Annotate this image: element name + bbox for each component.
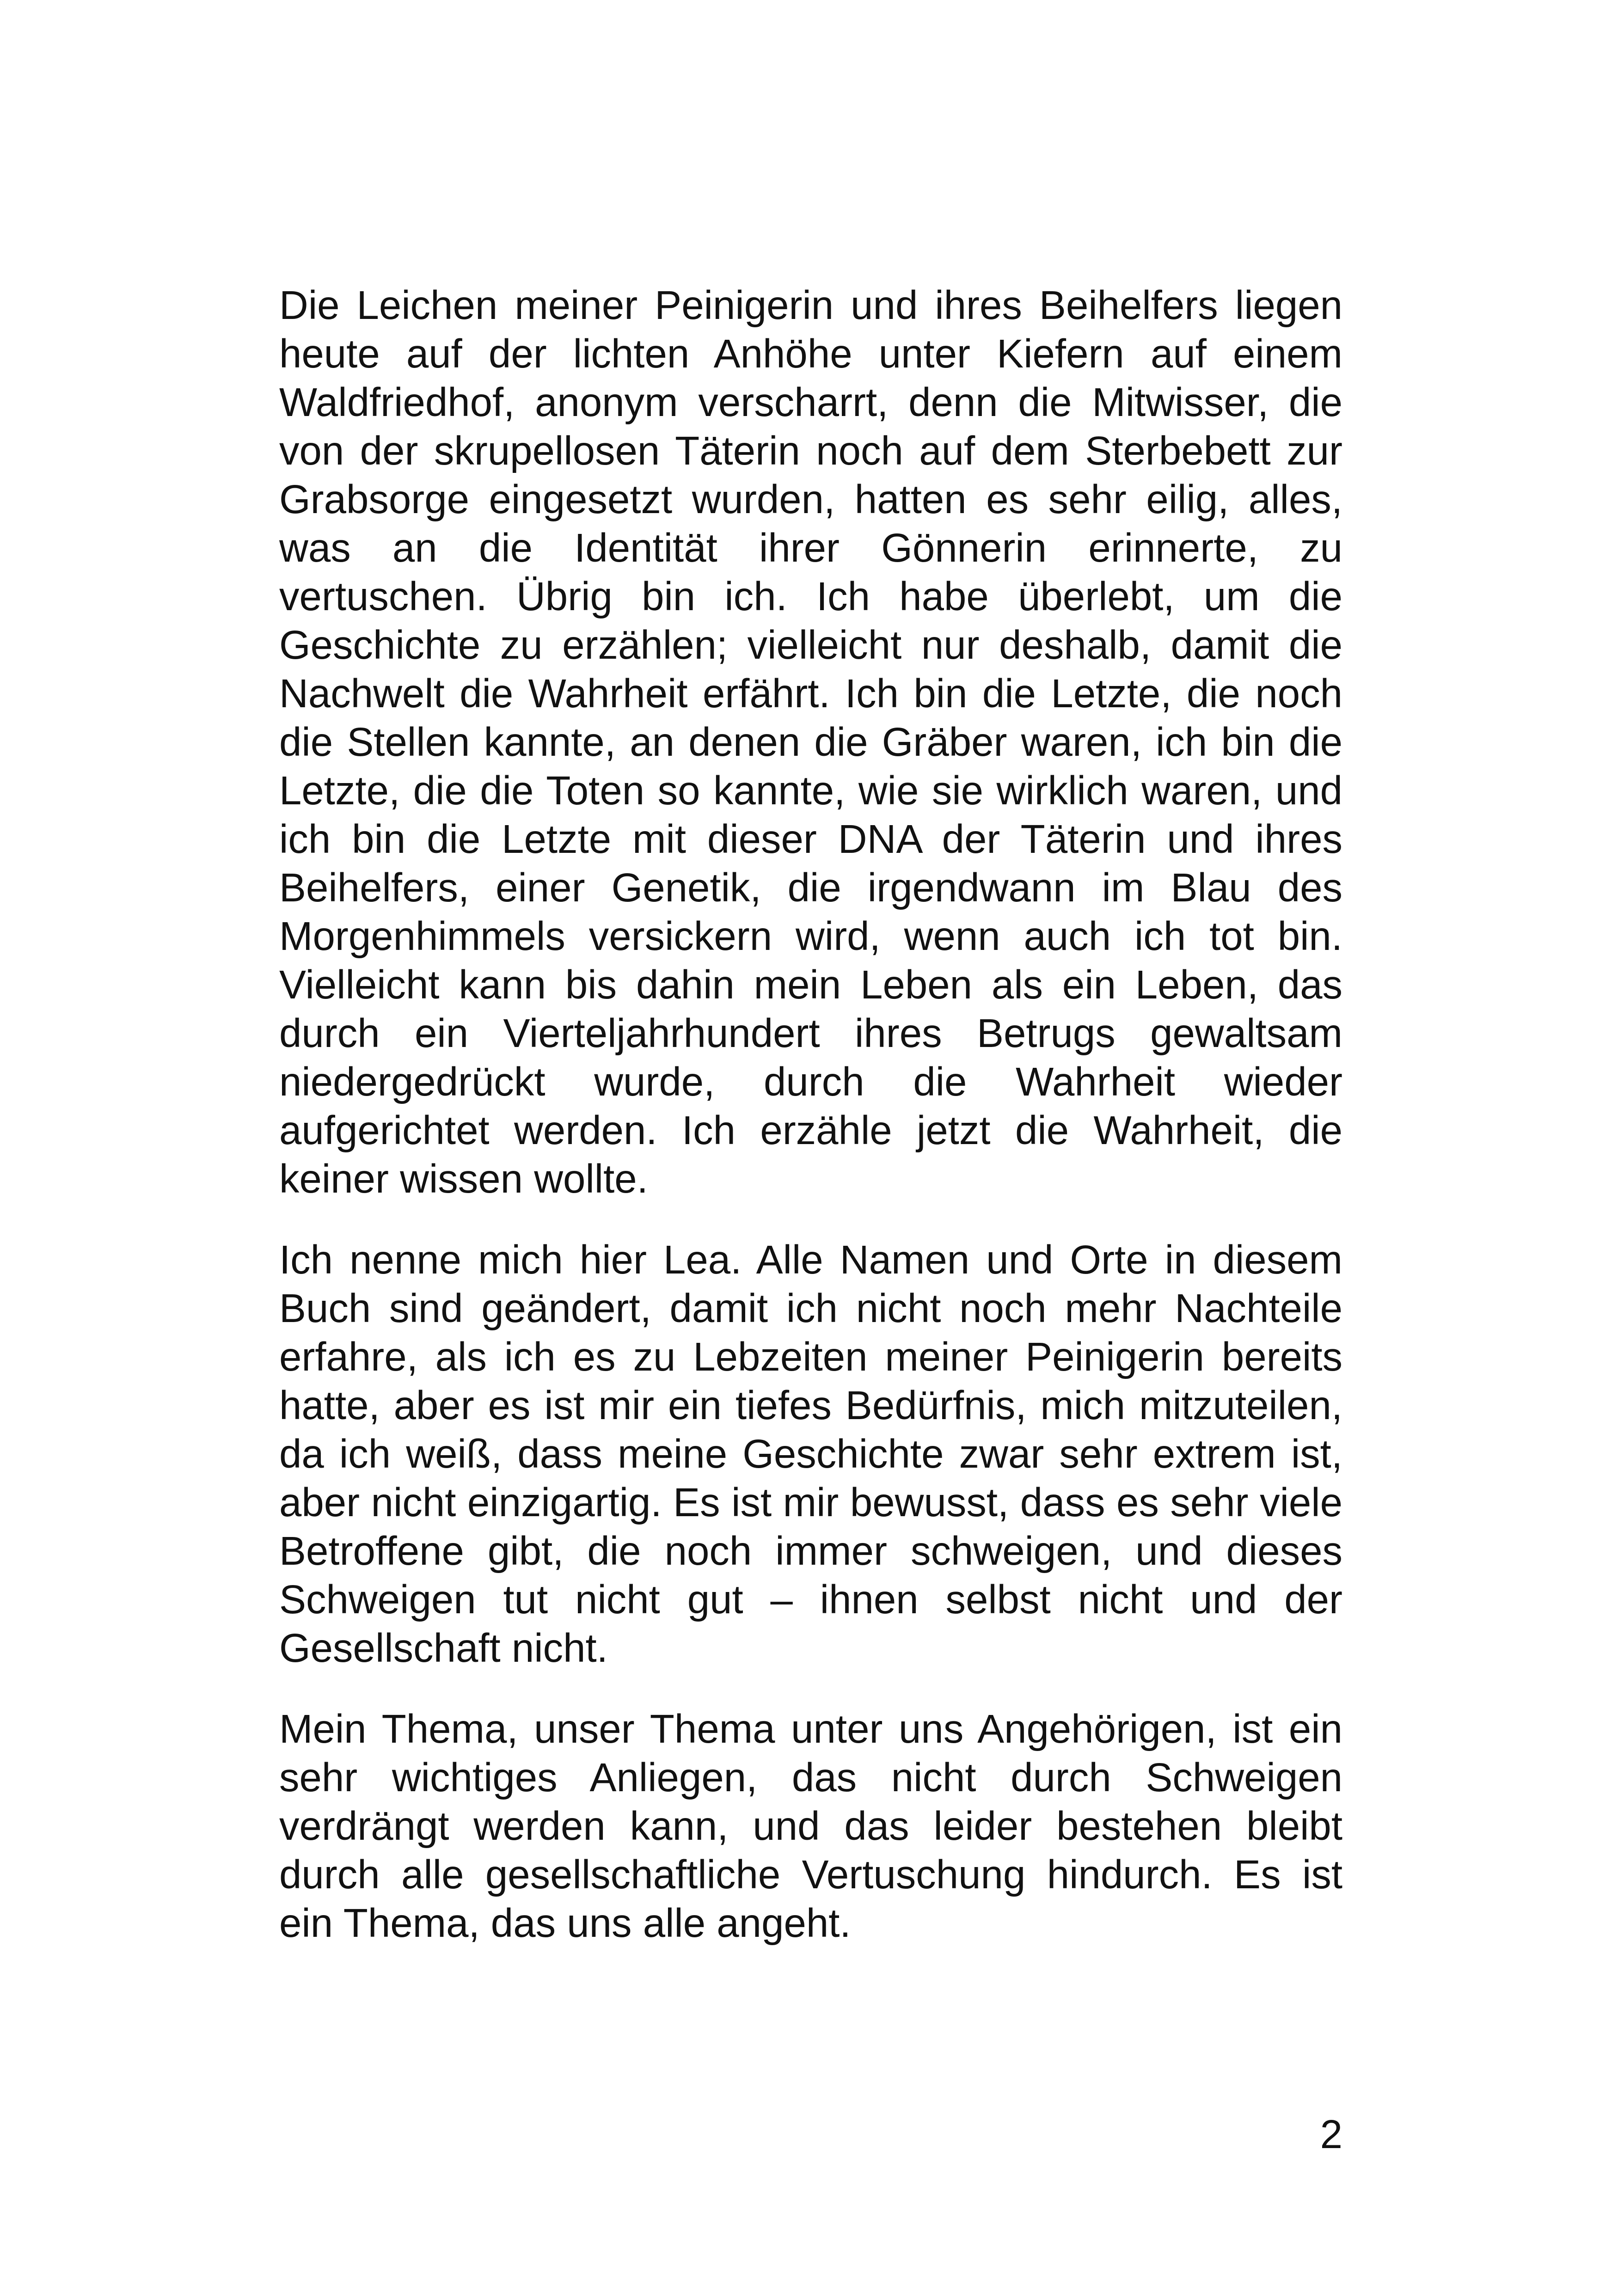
body-text: [279, 281, 1342, 1947]
page-number: 2: [1320, 2112, 1342, 2157]
paragraph-3: Mein Thema, unser Thema unter uns Angehörigen, ist ein sehr wichtiges Anliegen, das nicht durch Schweigen verdrängt werden kann, und das leider bestehen bleibt durch alle gesellschaftliche Vertuschung hindurch. Es ist ein Thema, das uns alle angeht.: [279, 1707, 1342, 1946]
paragraph-2: Ich nenne mich hier Lea. Alle Namen und Orte in diesem Buch sind geändert, damit ich nicht noch mehr Nachteile erfahre, als ich es zu Lebzeiten meiner Peinigerin bereits hatte, aber es ist mir ein tiefes Bedürfnis, mich mitzuteilen, da ich weiß, dass meine Geschichte zwar sehr extrem ist, aber nicht einzigartig. Es ist mir bewusst, dass es sehr viele Betroffene gibt, die noch immer schweigen, und dieses Schweigen tut nicht gut – ihnen selbst nicht und der Gesellschaft nicht.: [279, 1237, 1342, 1671]
paragraph-1: Die Leichen meiner Peinigerin und ihres Beihelfers liegen heute auf der lichten Anhöhe unter Kiefern auf einem Waldfriedhof, anonym verscharrt, denn die Mitwisser, die von der skrupellosen Täterin noch auf dem Sterbebett zur Grabsorge eingesetzt wurden, hatten es sehr eilig, alles, was an die Identität ihrer Gönnerin erinnerte, zu vertuschen. Übrig bin ich. Ich habe überlebt, um die Geschichte zu erzählen; vielleicht nur deshalb, damit die Nachwelt die Wahrheit erfährt. Ich bin die Letzte, die noch die Stellen kannte, an denen die Gräber waren, ich bin die Letzte, die die Toten so kannte, wie sie wirklich waren, und ich bin die Letzte mit dieser DNA der Täterin und ihres Beihelfers, einer Genetik, die irgendwann im Blau des Morgenhimmels versickern wird, wenn auch ich tot bin. Vielleicht kann bis dahin mein Leben als ein Leben, das durch ein Vierteljahrhundert ihres Betrugs gewaltsam niedergedrückt wurde, durch die Wahrheit wieder aufgerichtet werden. Ich erzähle jetzt die Wahrheit, die keiner wissen wollte.: [279, 283, 1342, 1201]
